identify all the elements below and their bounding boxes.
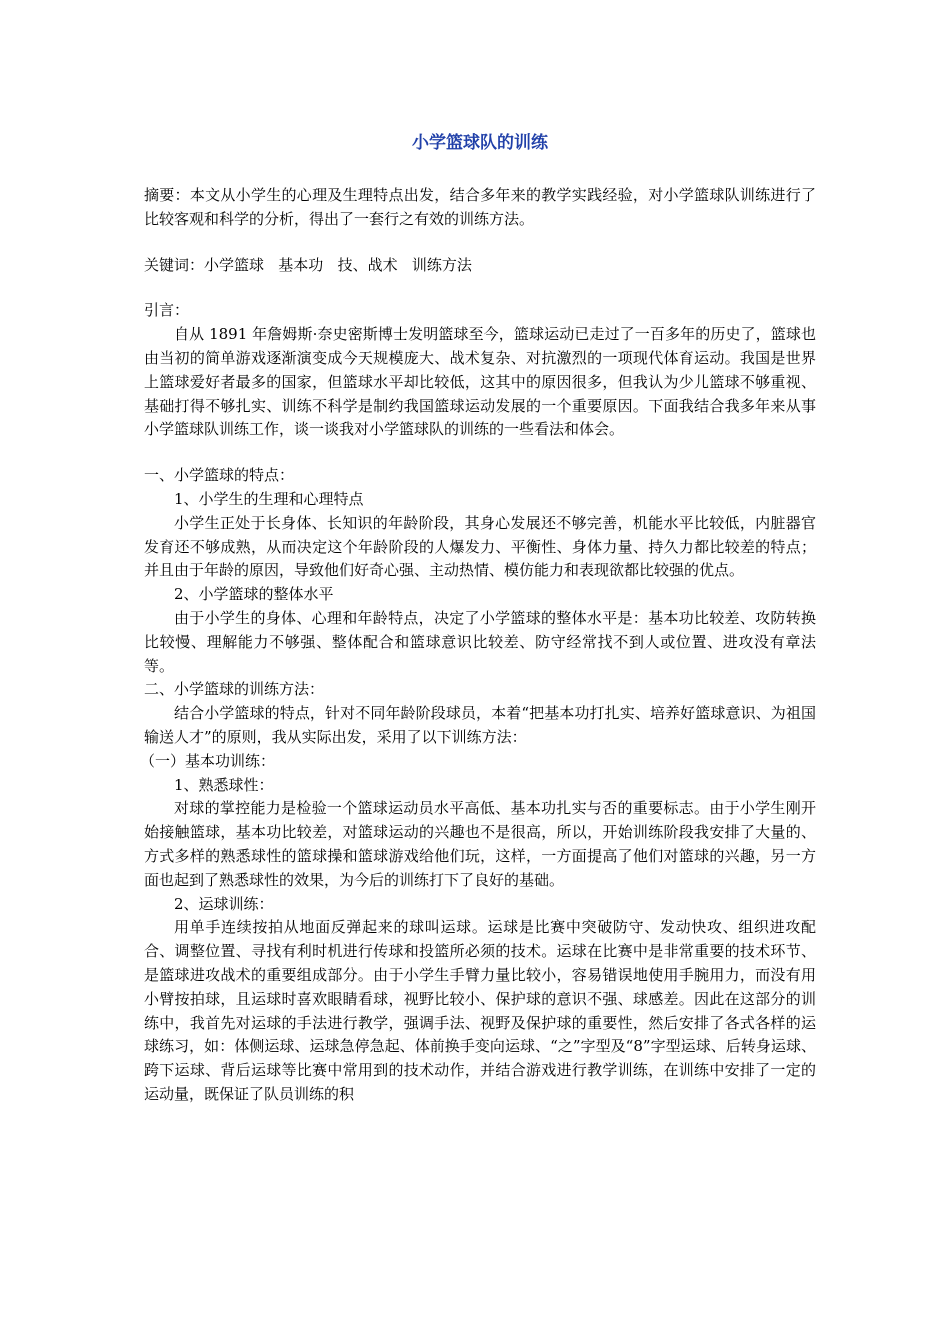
section-1-heading: 一、小学篮球的特点： [144,466,295,485]
section-2-paragraph-2: 用单手连续按拍从地面反弹起来的球叫运球。运球是比赛中突破防守、发动快攻、组织进攻配合、调整位置、寻找有利时机进行传球和投篮所必须的技术。运球在比赛中是非常重要的技术环节、是篮球进攻战术的重要组成部分。由于小学生手臂力量比较小，容易错误地使用手腕用力，而没有用小臂按拍球，且运球时喜欢眼睛看球，视野比较小、保护球的意识不强、球感差。因此在这部分的训练中，我首先对运球的手法进行教学，强调手法、视野及保护球的重要性，然后安排了各式各样的运球练习，如：体侧运球、运球急停急起、体前换手变向运球、“之”字型及“8”字型运球、后转身运球、跨下运球、背后运球等比赛中常用到的技术动作，并结合游戏进行教学训练，在训练中安排了一定的运动量，既保证了队员训练的积 [144,918,816,1103]
section-2-heading: 二、小学篮球的训练方法： [144,680,325,699]
section-2-subheading-2: 2、运球训练： [174,894,274,913]
document-page [140,130,816,1107]
section-2-paragraph-1: 对球的掌控能力是检验一个篮球运动员水平高低、基本功扎实与否的重要标志。由于小学生刚开始接触篮球，基本功比较差，对篮球运动的兴趣也不是很高，所以，开始训练阶段我安排了大量的、方式多样的熟悉球性的篮球操和篮球游戏给他们玩，这样，一方面提高了他们对篮球的兴趣，另一方面也起到了熟悉球性的效果，为今后的训练打下了良好的基础。 [144,799,816,889]
section-1-subheading-2: 2、小学篮球的整体水平 [174,585,334,604]
intro-paragraph: 自从 1891 年詹姆斯·奈史密斯博士发明篮球至今，篮球运动已走过了一百多年的历史了，篮球也由当初的简单游戏逐渐演变成今天规模庞大、战术复杂、对抗激烈的一项现代体育运动。我国是世界上篮球爱好者最多的国家，但篮球水平却比较低，这其中的原因很多，但我认为少儿篮球不够重视、基础打得不够扎实、训练不科学是制约我国篮球运动发展的一个重要原因。下面我结合我多年来从事小学篮球队训练工作，谈一谈我对小学篮球队的训练的一些看法和体会。 [144,325,816,439]
keywords-line: 关键词：小学篮球 基本功 技、战术 训练方法 [144,255,472,274]
document-title: 小学篮球队的训练 [412,133,548,153]
section-2-subheading-1: 1、熟悉球性： [174,775,274,794]
section-1-paragraph-2: 由于小学生的身体、心理和年龄特点，决定了小学篮球的整体水平是：基本功比较差、攻防转换比较慢、理解能力不够强、整体配合和篮球意识比较差、防守经常找不到人或位置、进攻没有章法等。 [144,608,816,675]
section-2-part-1-heading: （一）基本功训练： [140,751,276,770]
intro-label: 引言： [144,301,190,320]
section-1-paragraph-1: 小学生正处于长身体、长知识的年龄阶段，其身心发展还不够完善，机能水平比较低，内脏器官发育还不够成熟，从而决定这个年龄阶段的人爆发力、平衡性、身体力量、持久力都比较差的特点；并且由于年龄的原因，导致他们好奇心强、主动热情、模仿能力和表现欲都比较强的优点。 [144,513,816,580]
section-2-paragraph: 结合小学篮球的特点，针对不同年龄阶段球员，本着“把基本功打扎实、培养好篮球意识、为祖国输送人才”的原则，我从实际出发，采用了以下训练方法： [144,704,816,746]
section-1-subheading-1: 1、小学生的生理和心理特点 [174,489,364,508]
abstract-paragraph: 摘要：本文从小学生的心理及生理特点出发，结合多年来的教学实践经验，对小学篮球队训练进行了比较客观和科学的分析，得出了一套行之有效的训练方法。 [144,186,816,228]
